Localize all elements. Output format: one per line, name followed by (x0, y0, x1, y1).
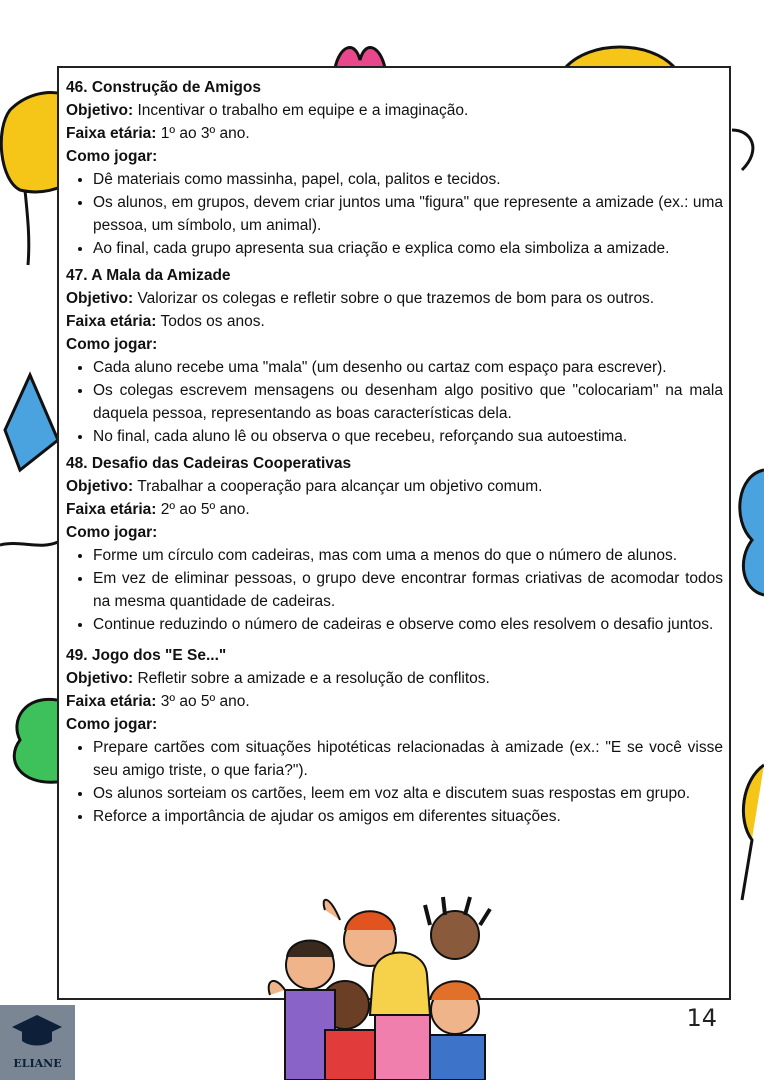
blue-flower-doodle (732, 460, 764, 600)
activity-48 (66, 452, 723, 636)
activity-title: 46. Construção de Amigos (66, 79, 261, 96)
graduation-cap-icon (0, 1005, 75, 1055)
author-logo (0, 1005, 75, 1080)
list-item: • Os alunos, em grupos, devem criar juntos uma "figura" que represente a amizade (ex.: uma pessoa, um símbolo, um animal). (93, 191, 723, 237)
activity-46 (66, 76, 723, 260)
activity-title: 48. Desafio das Cadeiras Cooperativas (66, 455, 352, 472)
green-flower-doodle (5, 690, 57, 790)
how-to-play-label: Como jogar: (66, 716, 158, 733)
list-item: • Em vez de eliminar pessoas, o grupo deve encontrar formas criativas de acomodar todos na mesma quantidade de cadeiras. (93, 567, 723, 613)
list-item: • Prepare cartões com situações hipotéticas relacionadas à amizade (ex.: "E se você visse seu amigo triste, o que faria?"). (93, 736, 723, 782)
activity-title: 49. Jogo dos "E Se..." (66, 647, 227, 664)
objective-line: Objetivo: Incentivar o trabalho em equipe e a imaginação. (66, 102, 469, 119)
logo-text: ELIANE (13, 1057, 62, 1070)
instructions-list (66, 356, 723, 448)
how-to-play-label: Como jogar: (66, 148, 158, 165)
objective-line: Objetivo: Trabalhar a cooperação para alcançar um objetivo comum. (66, 478, 543, 495)
children-illustration (265, 895, 500, 1080)
list-item: • Os alunos sorteiam os cartões, leem em voz alta e discutem suas respostas em grupo. (93, 782, 723, 805)
list-item: • No final, cada aluno lê ou observa o que recebeu, reforçando sua autoestima. (93, 425, 723, 448)
yellow-sun-doodle (560, 40, 680, 68)
instructions-list (66, 544, 723, 636)
objective-line: Objetivo: Refletir sobre a amizade e a resolução de conflitos. (66, 670, 490, 687)
pink-doodle (330, 40, 390, 68)
activity-title: 47. A Mala da Amizade (66, 267, 231, 284)
objective-line: Objetivo: Valorizar os colegas e refletir sobre o que trazemos de bom para os outros. (66, 290, 655, 307)
list-item: • Cada aluno recebe uma "mala" (um desenho ou cartaz com espaço para escrever). (93, 356, 723, 379)
list-item: • Reforce a importância de ajudar os amigos em diferentes situações. (93, 805, 723, 828)
age-range-line: Faixa etária: 3º ao 5º ano. (66, 693, 250, 710)
age-range-line: Faixa etária: 2º ao 5º ano. (66, 501, 250, 518)
activity-47 (66, 264, 723, 448)
list-item: • Forme um círculo com cadeiras, mas com uma a menos do que o número de alunos. (93, 544, 723, 567)
activity-49 (66, 644, 723, 828)
blue-curl-doodle (732, 120, 764, 180)
instructions-list (66, 736, 723, 828)
age-range-line: Faixa etária: Todos os anos. (66, 313, 265, 330)
list-item: • Os colegas escrevem mensagens ou desenham algo positivo que "colocariam" na mala daquela pessoa, representando as boas características dela. (93, 379, 723, 425)
page-number: 14 (686, 1004, 717, 1032)
list-item: • Ao final, cada grupo apresenta sua criação e explica como ela simboliza a amizade. (93, 237, 723, 260)
list-item: • Dê materiais como massinha, papel, cola, palitos e tecidos. (93, 168, 723, 191)
list-item: • Continue reduzindo o número de cadeiras e observe como eles resolvem o desafio juntos. (93, 613, 723, 636)
how-to-play-label: Como jogar: (66, 336, 158, 353)
how-to-play-label: Como jogar: (66, 524, 158, 541)
age-range-line: Faixa etária: 1º ao 3º ano. (66, 125, 250, 142)
blue-kite-doodle (0, 370, 60, 560)
instructions-list (66, 168, 723, 260)
activities-panel (57, 66, 731, 1000)
yellow-green-doodle (732, 760, 764, 910)
